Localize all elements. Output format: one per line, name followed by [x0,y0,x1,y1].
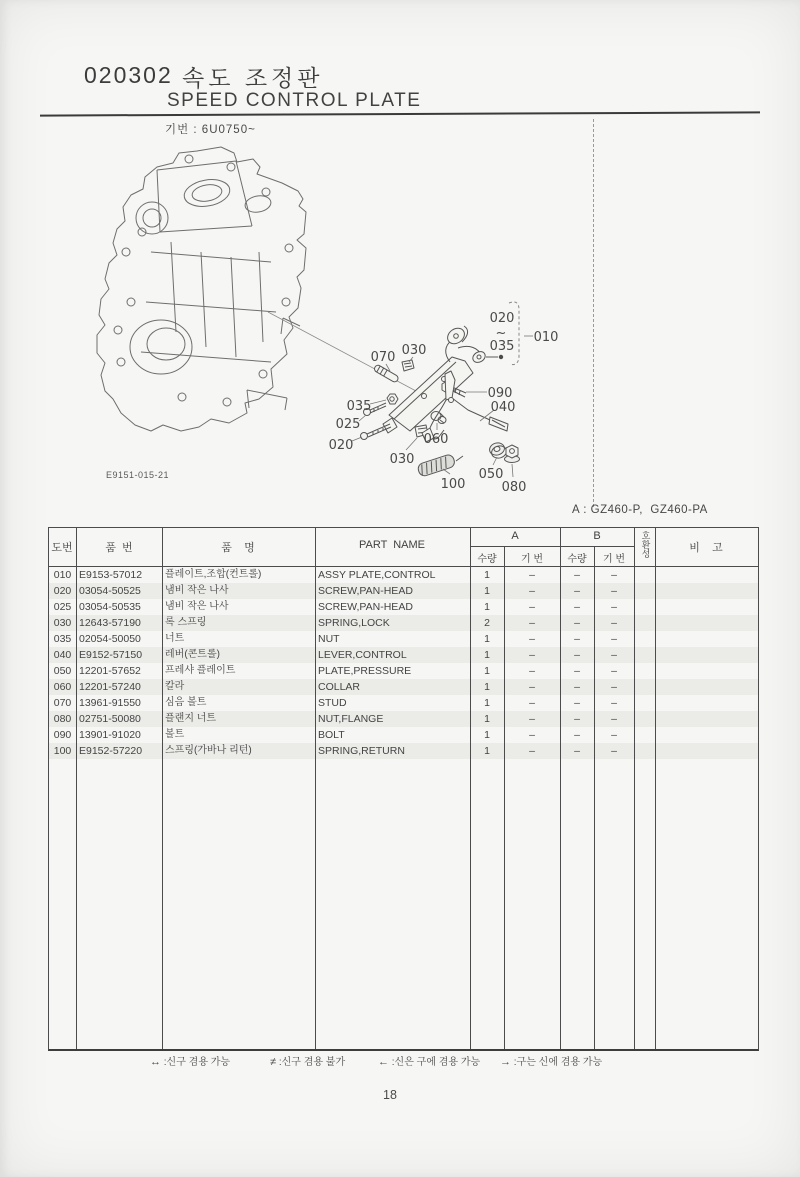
cell-ser-b: – [611,729,617,741]
old-to-new-icon: → [500,1056,511,1068]
cell-name-ko: 볼트 [165,729,185,740]
new-to-old-icon: ← [378,1056,389,1068]
cell-index: 050 [53,665,72,677]
callout-label: 100 [440,477,466,492]
table-row [49,711,758,727]
cell-qty-b: – [574,729,580,741]
cell-qty-b: – [574,713,580,725]
legend-item [378,1053,480,1068]
callout-label: 090 [487,386,513,401]
cell-name-ko: 록 스프링 [165,617,207,628]
cell-ser-a: – [529,633,535,645]
header-group-b: B [593,530,601,542]
legend-text: :신은 구에 겸용 가능 [389,1057,481,1068]
cell-part-no: 12643-57190 [79,617,141,629]
table-row [49,695,758,711]
cell-ser-b: – [611,713,617,725]
cell-remarks [655,599,758,615]
cell-ser-a: – [529,665,535,677]
page-title-code: 020302 [84,62,173,88]
cell-ser-a: – [529,569,535,581]
title-divider-line [40,111,760,116]
cell-ser-a: – [529,713,535,725]
cell-part-no: 02751-50080 [79,713,141,725]
not-interchangeable-icon: ≠ [270,1056,277,1068]
cell-qty-b: – [574,697,580,709]
cell-part-no: E9152-57150 [79,649,143,661]
callout-label: 080 [501,480,527,495]
cell-name-ko: 레버(콘트롤) [165,649,220,660]
cell-qty-a: 1 [484,713,490,725]
cell-ser-a: – [529,697,535,709]
cell-part-name: SCREW,PAN-HEAD [318,601,413,613]
cell-index: 020 [53,585,72,597]
cell-name-ko: 냄비 작은 나사 [165,585,229,596]
callout-label: 020 [328,438,354,453]
callout-label: 070 [370,350,396,365]
callout-label: 030 [401,343,427,358]
interchange-both-icon: ↔ [150,1056,161,1068]
cell-index: 025 [53,601,72,613]
cell-qty-a: 1 [484,697,490,709]
callout-label: 010 [533,330,559,345]
cell-qty-a: 1 [484,585,490,597]
cell-compat [634,711,655,727]
cell-part-name: ASSY PLATE,CONTROL [318,569,436,581]
part-stud [373,364,399,383]
legend-text: :구는 신에 겸용 가능 [511,1057,603,1068]
legend-item [500,1053,602,1068]
table-row [49,631,758,647]
cell-index: 060 [53,681,72,693]
cell-ser-b: – [611,601,617,613]
cell-remarks [655,727,758,743]
cell-ser-a: – [529,729,535,741]
cell-part-no: E9153-57012 [79,569,143,581]
exploded-parts-diagram [46,138,616,510]
header-compat: 호환성 [640,531,651,558]
cell-part-no: 03054-50535 [79,601,141,613]
cell-part-name: SPRING,RETURN [318,745,405,757]
table-row [49,615,758,631]
cell-part-no: 13961-91550 [79,697,141,709]
cell-remarks [655,695,758,711]
cell-ser-b: – [611,697,617,709]
cell-name-ko: 너트 [165,633,185,644]
callout-label: 025 [335,417,361,432]
callout-label: 035 [489,339,515,354]
header-qty-a: 수량 [477,554,497,565]
cell-part-no: 12201-57240 [79,681,141,693]
cell-remarks [655,663,758,679]
cell-compat [634,663,655,679]
cell-index: 100 [53,745,72,757]
cell-remarks [655,743,758,759]
parts-table [48,527,759,1051]
cell-qty-a: 1 [484,633,490,645]
callout-label: 035 [346,399,372,414]
page-number: 18 [383,1088,397,1102]
callout-dot [499,355,503,359]
page-title-korean: 속도 조정판 [182,65,324,91]
cell-qty-b: – [574,681,580,693]
header-remarks: 비 고 [689,542,723,554]
cell-ser-b: – [611,681,617,693]
cell-qty-a: 1 [484,649,490,661]
legend-text: :신구 겸용 불가 [276,1057,346,1068]
cell-name-ko: 프레샤 플레이트 [165,665,236,676]
header-index: 도번 [51,542,73,554]
cell-part-no: 02054-50050 [79,633,141,645]
cell-qty-b: – [574,745,580,757]
cell-name-ko: 플레이트,조합(컨트롤) [165,569,262,580]
part-pressure-plate-washer [488,441,508,459]
cell-qty-b: – [574,633,580,645]
cell-part-name: NUT,FLANGE [318,713,384,725]
cell-index: 010 [53,569,72,581]
cell-compat [634,583,655,599]
cell-index: 090 [53,729,72,741]
cell-remarks [655,647,758,663]
table-row [49,727,758,743]
cell-remarks [655,583,758,599]
callout-label: 030 [389,452,415,467]
cell-compat [634,599,655,615]
cell-ser-b: – [611,665,617,677]
engine-block-drawing [97,147,306,431]
cell-compat [634,647,655,663]
cell-qty-b: – [574,665,580,677]
cell-part-name: STUD [318,697,347,709]
table-row [49,599,758,615]
callout-label: 020 [489,311,515,326]
cell-compat [634,631,655,647]
cell-qty-b: – [574,569,580,581]
cell-ser-b: – [611,745,617,757]
cell-ser-b: – [611,617,617,629]
cell-remarks [655,615,758,631]
table-row [49,663,758,679]
cell-name-ko: 플랜지 너트 [165,713,217,724]
header-part-no: 품 번 [105,542,133,554]
part-lock-spring-top [402,360,414,371]
table-row [49,583,758,599]
header-subdivider-line [470,546,634,547]
cell-ser-a: – [529,681,535,693]
cell-ser-b: – [611,569,617,581]
table-row [49,679,758,695]
cell-qty-b: – [574,585,580,597]
table-row [49,647,758,663]
cell-ser-a: – [529,745,535,757]
cell-name-ko: 심음 볼트 [165,697,207,708]
model-applicability: A : GZ460-P, GZ460-PA [572,504,708,516]
cell-name-ko: 냄비 작은 나사 [165,601,229,612]
cell-ser-b: – [611,633,617,645]
cell-name-ko: 스프링(가바나 리턴) [165,745,252,756]
cell-remarks [655,567,758,583]
cell-ser-b: – [611,649,617,661]
cell-ser-a: – [529,649,535,661]
cell-part-name: SCREW,PAN-HEAD [318,585,413,597]
cell-part-name: PLATE,PRESSURE [318,665,412,677]
callout-label: ~ [495,326,507,341]
cell-compat [634,615,655,631]
callout-label: 050 [478,467,504,482]
cell-qty-b: – [574,617,580,629]
table-row [49,567,758,583]
cell-index: 080 [53,713,72,725]
cell-compat [634,567,655,583]
cell-compat [634,727,655,743]
cell-part-name: BOLT [318,729,345,741]
cell-index: 035 [53,633,72,645]
cell-index: 070 [53,697,72,709]
cell-ser-a: – [529,601,535,613]
legend-text: :신구 겸용 가능 [161,1057,231,1068]
cell-qty-a: 1 [484,745,490,757]
cell-qty-a: 1 [484,601,490,613]
table-row [49,743,758,759]
cell-part-no: 13901-91020 [79,729,141,741]
cell-part-no: E9152-57220 [79,745,143,757]
cell-compat [634,679,655,695]
cell-part-name: LEVER,CONTROL [318,649,407,661]
cell-qty-b: – [574,601,580,613]
cell-qty-a: 1 [484,729,490,741]
cell-remarks [655,631,758,647]
header-serial-b: 기 번 [602,554,626,565]
header-name-ko: 품 명 [221,542,255,554]
cell-qty-a: 1 [484,569,490,581]
part-control-plate [389,357,473,431]
cell-compat [634,743,655,759]
cell-compat [634,695,655,711]
callout-label: 040 [490,400,516,415]
page-title-english: SPEED CONTROL PLATE [167,90,422,111]
cell-qty-a: 1 [484,681,490,693]
cell-part-name: NUT [318,633,340,645]
cell-index: 040 [53,649,72,661]
cell-remarks [655,711,758,727]
legend-item [270,1053,345,1068]
cell-part-name: SPRING,LOCK [318,617,390,629]
bolt-hole-circles [114,155,293,406]
cell-remarks [655,679,758,695]
header-qty-b: 수량 [567,554,587,565]
cell-qty-a: 2 [484,617,490,629]
cell-qty-b: – [574,649,580,661]
cell-part-no: 03054-50525 [79,585,141,597]
cell-qty-a: 1 [484,665,490,677]
cell-ser-a: – [529,617,535,629]
legend-item [150,1053,230,1068]
drawing-number: E9151-015-21 [106,470,170,480]
cell-part-name: COLLAR [318,681,361,693]
serial-range-note: 기번 : 6U0750~ [165,124,256,136]
cell-part-no: 12201-57652 [79,665,141,677]
callout-label: 060 [423,432,449,447]
cell-index: 030 [53,617,72,629]
cell-ser-b: – [611,585,617,597]
header-group-a: A [511,530,519,542]
cell-ser-a: – [529,585,535,597]
header-serial-a: 기 번 [520,554,544,565]
header-part-name: PART NAME [358,539,426,551]
cell-name-ko: 칼라 [165,681,185,692]
part-flange-nut [505,445,520,463]
